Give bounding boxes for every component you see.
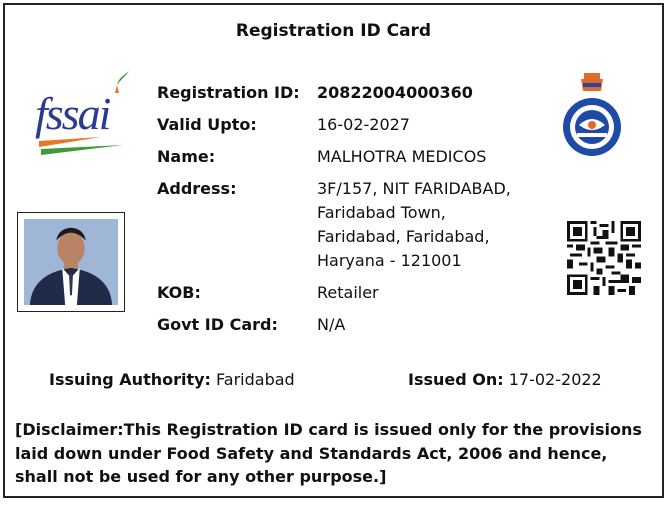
registration-id-value: 20822004000360 — [317, 83, 473, 102]
name-label: Name: — [157, 147, 216, 166]
valid-upto-value: 16-02-2027 — [317, 115, 410, 134]
fssai-logo-icon — [31, 67, 131, 162]
issued-on — [408, 368, 602, 392]
govt-id-row — [157, 313, 537, 337]
govt-id-label: Govt ID Card: — [157, 315, 278, 334]
svg-text:fssai: fssai — [35, 88, 110, 139]
registration-id-row — [157, 81, 537, 105]
registration-id-card — [3, 3, 664, 498]
holder-photo — [17, 212, 125, 312]
issued-on-value: 17-02-2022 — [503, 370, 602, 389]
card-title: Registration ID Card — [235, 21, 432, 41]
issuing-authority-value: Faridabad — [210, 370, 295, 389]
issued-on-label: Issued On: — [408, 370, 504, 389]
disclaimer-text: [Disclaimer:This Registration ID card is issued only for the provisions laid down under Food Safety and Standards Act, 2006 and hence, shall not be used for any other purpose.] — [15, 420, 642, 486]
valid-upto-row — [157, 113, 537, 137]
address-line: Faridabad Town, — [317, 203, 446, 222]
registration-id-label: Registration ID: — [157, 83, 300, 102]
name-value: MALHOTRA MEDICOS — [317, 147, 487, 166]
address-label: Address: — [157, 179, 237, 198]
address-line: Haryana - 121001 — [317, 251, 462, 270]
address-line: Faridabad, Faridabad, — [317, 227, 490, 246]
valid-upto-label: Valid Upto: — [157, 115, 257, 134]
kob-row — [157, 281, 537, 305]
govt-id-value: N/A — [317, 315, 346, 334]
address-value — [317, 177, 537, 273]
issuing-authority-label: Issuing Authority: — [49, 370, 211, 389]
registration-details — [157, 81, 537, 345]
name-row — [157, 145, 537, 169]
issuing-authority — [49, 368, 295, 392]
address-row — [157, 177, 537, 273]
address-line: 3F/157, NIT FARIDABAD, — [317, 179, 511, 198]
kob-label: KOB: — [157, 283, 201, 302]
qr-code-icon — [567, 219, 641, 297]
kob-value: Retailer — [317, 283, 379, 302]
haryana-govt-emblem-icon — [559, 69, 625, 161]
